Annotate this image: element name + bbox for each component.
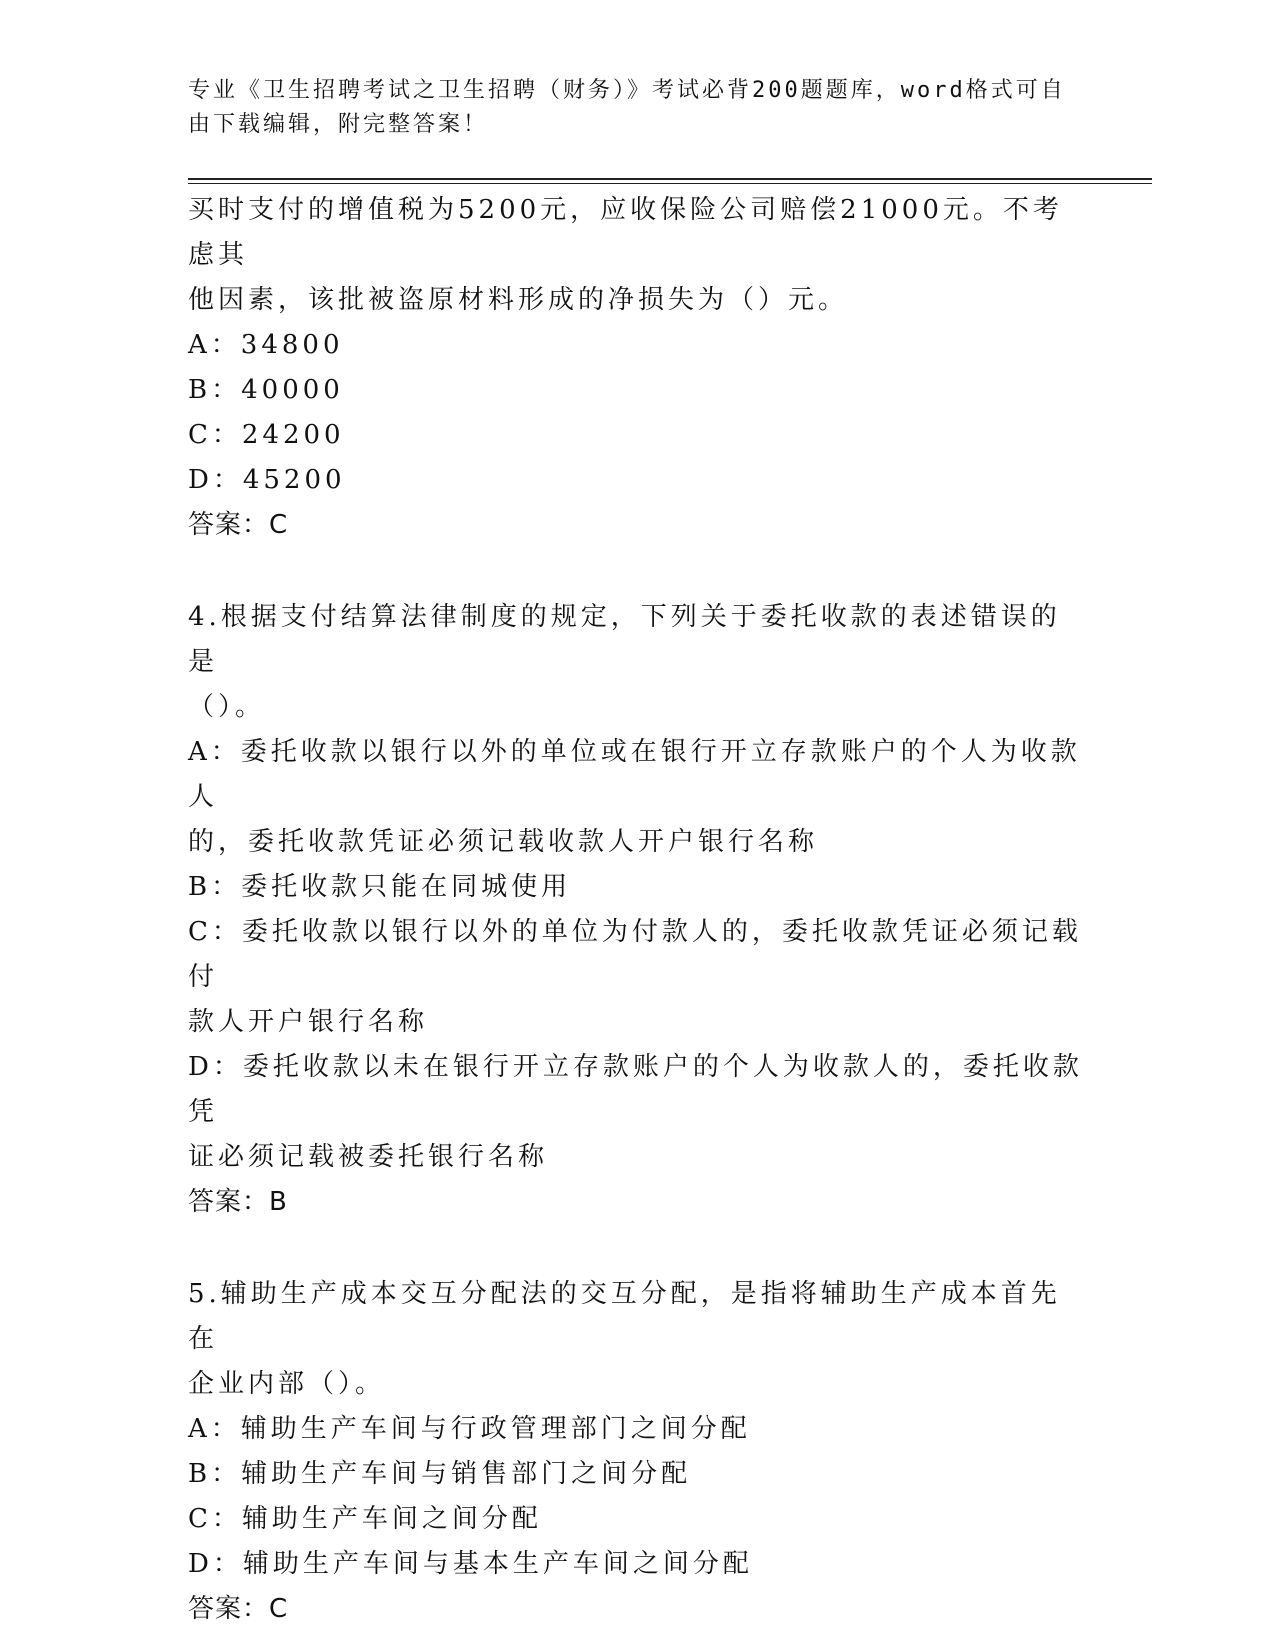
option-a-continued: 的，委托收款凭证必须记载收款人开户银行名称 (188, 827, 819, 857)
option-d: D：辅助生产车间与基本生产车间之间分配 (188, 1549, 753, 1579)
document-header (188, 74, 1068, 142)
option-d: D：委托收款以未在银行开立存款账户的个人为收款人的，委托收款凭 (188, 1052, 1083, 1127)
option-c: C：24200 (188, 420, 345, 450)
header-line-1: 专业《卫生招聘考试之卫生招聘（财务）》考试必背200题题库，word格式可自 (188, 78, 1066, 103)
option-a: A：34800 (188, 330, 344, 360)
question-stem-line: （）。 (188, 692, 266, 722)
option-a: A：委托收款以银行以外的单位或在银行开立存款账户的个人为收款人 (188, 737, 1081, 812)
question-stem-line: 4.根据支付结算法律制度的规定，下列关于委托收款的表述错误的是 (188, 602, 1061, 677)
document-body (188, 188, 1088, 1632)
question-stem-line: 5.辅助生产成本交互分配法的交互分配，是指将辅助生产成本首先在 (188, 1279, 1061, 1354)
answer-line: 答案：B (188, 1187, 288, 1217)
question-4 (188, 595, 1088, 1225)
option-b: B：40000 (188, 375, 344, 405)
option-d-continued: 证必须记载被委托银行名称 (188, 1142, 549, 1172)
option-a: A：辅助生产车间与行政管理部门之间分配 (188, 1414, 751, 1444)
option-c-continued: 款人开户银行名称 (188, 1007, 429, 1037)
question-stem-line: 他因素，该批被盗原材料形成的净损失为（）元。 (188, 285, 849, 315)
question-5 (188, 1272, 1088, 1632)
answer-line: 答案：C (188, 1594, 289, 1624)
option-c: C：委托收款以银行以外的单位为付款人的，委托收款凭证必须记载付 (188, 917, 1082, 992)
header-divider-thin (188, 183, 1152, 184)
header-divider-thick (188, 178, 1152, 180)
question-stem-line: 买时支付的增值税为5200元，应收保险公司赔偿21000元。不考虑其 (188, 195, 1063, 270)
option-d: D：45200 (188, 465, 346, 495)
question-3 (188, 188, 1088, 548)
header-line-2: 由下载编辑，附完整答案！ (188, 112, 489, 137)
option-c: C：辅助生产车间之间分配 (188, 1504, 542, 1534)
question-stem-line: 企业内部（）。 (188, 1369, 386, 1399)
answer-line: 答案：C (188, 510, 289, 540)
option-b: B：辅助生产车间与销售部门之间分配 (188, 1459, 692, 1489)
option-b: B：委托收款只能在同城使用 (188, 872, 572, 902)
